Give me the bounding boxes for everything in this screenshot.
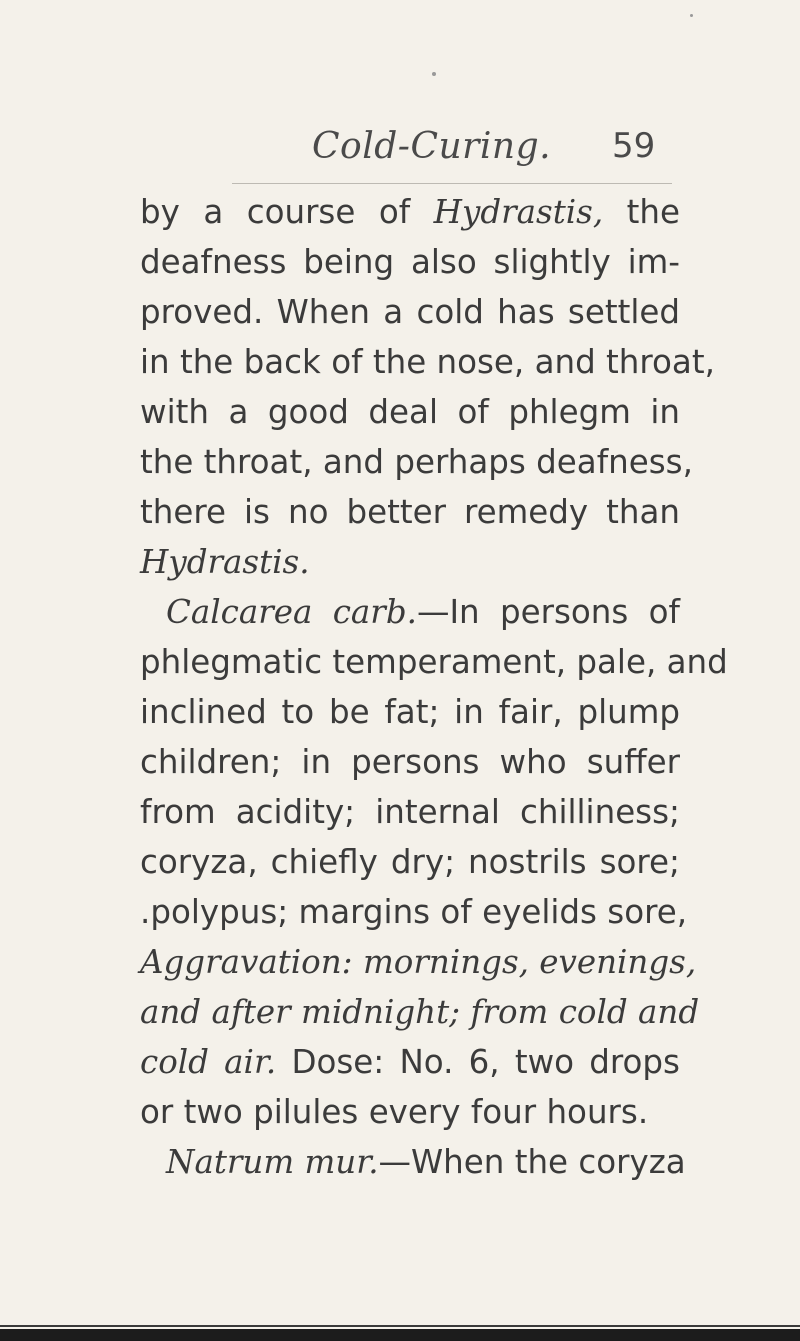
running-head xyxy=(0,126,800,170)
text-segment: children; in persons who suffer xyxy=(140,743,680,781)
text-line xyxy=(140,437,693,487)
text-segment: from acidity; internal chilliness; xyxy=(140,793,680,831)
text-line xyxy=(140,837,680,887)
text-line xyxy=(140,287,680,337)
text-line xyxy=(140,387,680,437)
text-line xyxy=(140,187,680,237)
text-segment: .polypus; margins of eyelids sore, xyxy=(140,893,688,931)
body-text xyxy=(140,187,728,1187)
header-rule xyxy=(232,183,672,184)
text-segment: the throat, and perhaps deafness, xyxy=(140,443,693,481)
text-segment: in the back of the nose, and throat, xyxy=(140,343,715,381)
text-line xyxy=(140,737,680,787)
text-line xyxy=(140,537,680,587)
paper-speck xyxy=(432,72,436,76)
page-edge-band xyxy=(0,1329,800,1341)
italic-text-segment: Calcarea carb. xyxy=(166,593,417,631)
text-segment: —In persons of xyxy=(416,593,680,631)
page-edge-line xyxy=(0,1325,800,1327)
text-line xyxy=(140,237,680,287)
text-segment: there is no better remedy than xyxy=(140,493,680,531)
paper-speck xyxy=(690,14,693,17)
text-line xyxy=(140,1087,680,1137)
text-segment: proved. When a cold has settled xyxy=(140,293,680,331)
text-line xyxy=(140,787,680,837)
text-segment: inclined to be fat; in fair, plump xyxy=(140,693,680,731)
text-line xyxy=(140,887,688,937)
text-line xyxy=(140,487,680,537)
text-line xyxy=(140,337,715,387)
text-segment: —When the coryza xyxy=(378,1143,686,1181)
italic-text-segment: Hydrastis, xyxy=(433,193,604,231)
text-line xyxy=(140,987,700,1037)
italic-text-segment: Natrum mur. xyxy=(166,1143,379,1181)
text-line xyxy=(140,637,728,687)
running-title: Cold-Curing. xyxy=(312,126,552,167)
text-line xyxy=(140,937,697,987)
text-line xyxy=(140,1137,686,1187)
text-segment: the xyxy=(603,193,680,231)
text-line xyxy=(140,587,680,637)
italic-text-segment: cold air. xyxy=(140,1043,277,1081)
page-number: 59 xyxy=(612,126,656,166)
text-segment: with a good deal of phlegm in xyxy=(140,393,680,431)
text-segment: or two pilules every four hours. xyxy=(140,1093,649,1131)
text-line xyxy=(140,1037,680,1087)
text-segment: coryza, chiefly dry; nostrils sore; xyxy=(140,843,680,881)
text-segment: phlegmatic temperament, pale, and xyxy=(140,643,728,681)
text-line xyxy=(140,687,680,737)
text-segment: deafness being also slightly im- xyxy=(140,243,680,281)
italic-text-segment: Aggravation: mornings, evenings, xyxy=(140,943,697,981)
text-segment: by a course of xyxy=(140,193,434,231)
italic-text-segment: Hydrastis. xyxy=(140,543,310,581)
text-segment: Dose: No. 6, two drops xyxy=(276,1043,680,1081)
italic-text-segment: and after midnight; from cold and xyxy=(140,993,700,1031)
